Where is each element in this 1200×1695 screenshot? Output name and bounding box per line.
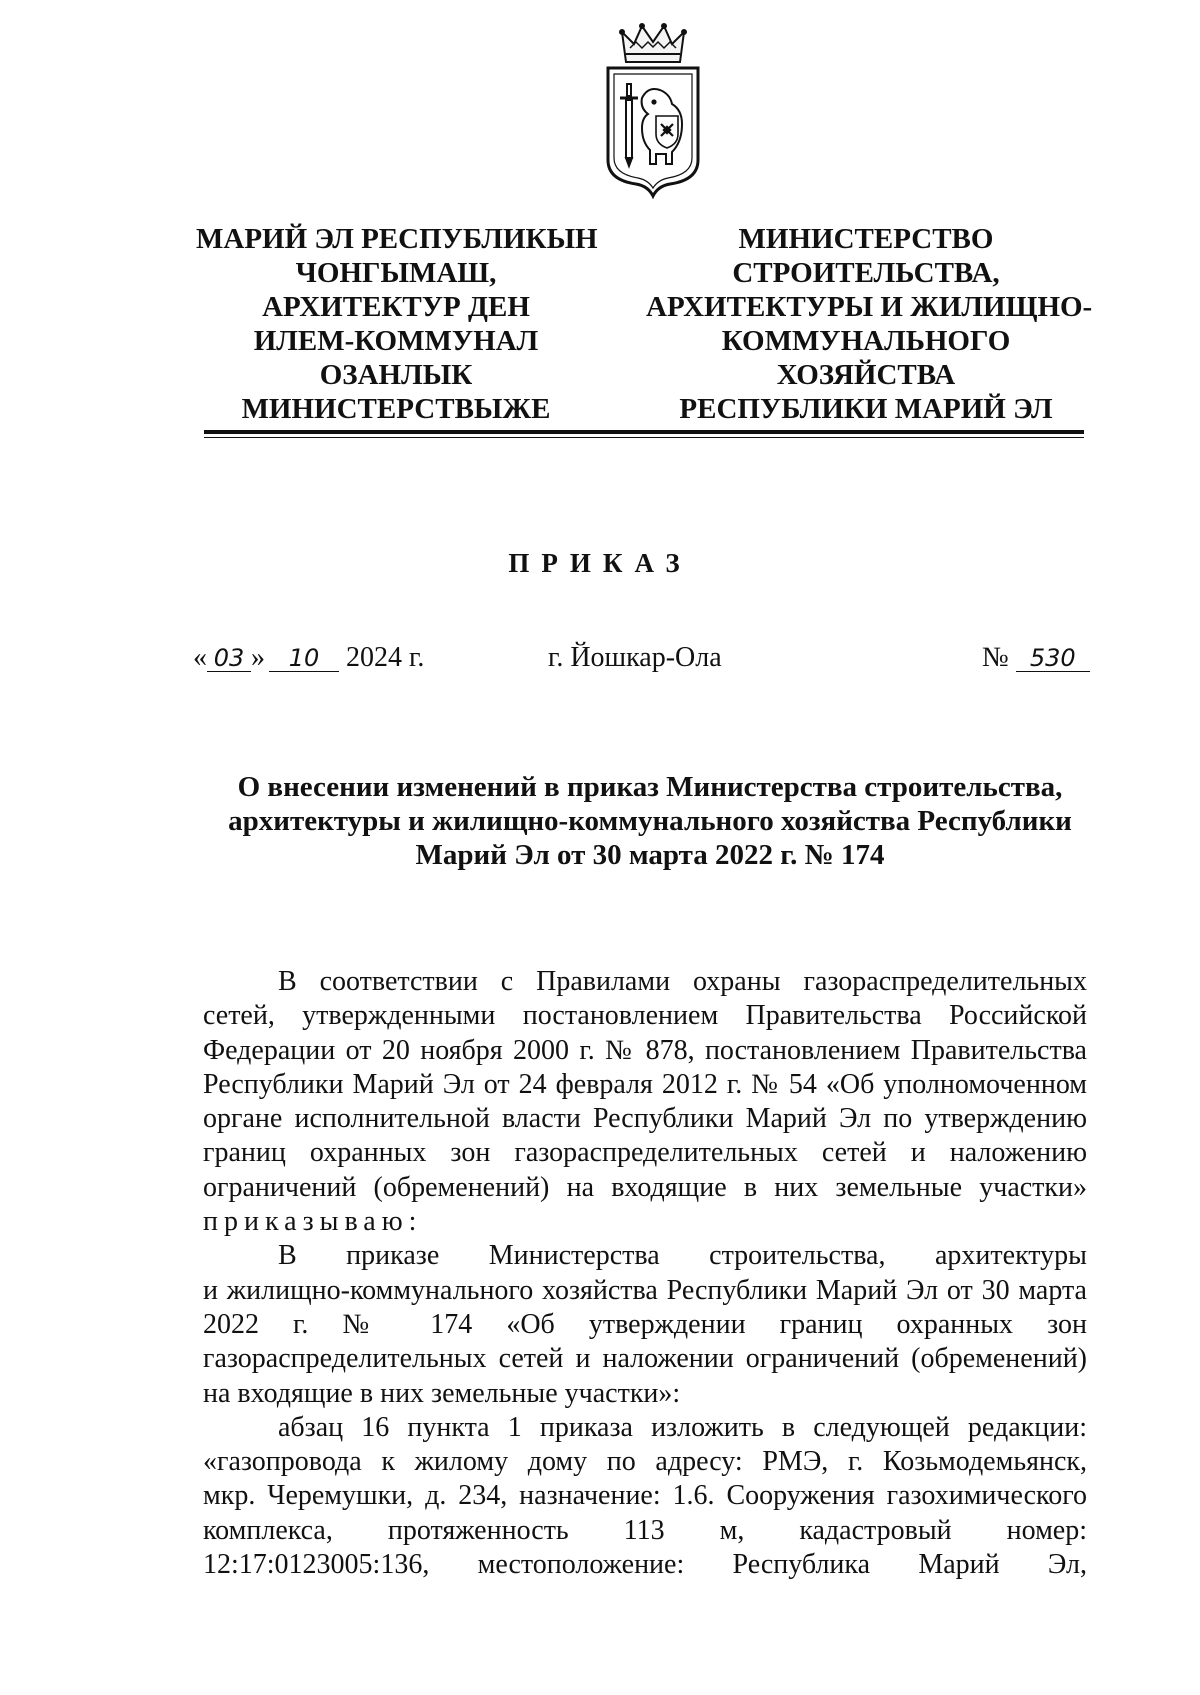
order-subject — [200, 770, 1100, 872]
body-line: комплекса, протяженность 113 м, кадастровый номер: — [203, 1514, 1087, 1546]
number-label: № — [982, 642, 1009, 673]
header-left-line: АРХИТЕКТУР ДЕН — [262, 291, 530, 323]
header-right-russian — [646, 222, 1093, 426]
order-directive-word: приказываю: — [203, 1206, 423, 1238]
header-left-mari — [196, 222, 596, 426]
body-line: на входящие в них земельные участки»: — [203, 1377, 681, 1409]
order-number — [982, 641, 1090, 675]
coat-of-arms-mari-el-icon — [598, 20, 708, 200]
date-year: 2024 г. — [346, 642, 425, 673]
body-line: Республики Марий Эл от 24 февраля 2012 г. № 54 «Об уполномоченном — [203, 1068, 1087, 1100]
body-line: органе исполнительной власти Республики Марий Эл по утверждению — [203, 1103, 1087, 1135]
body-line: абзац 16 пункта 1 приказа изложить в следующей редакции: — [278, 1411, 1087, 1443]
date-month-handwritten: 10 — [269, 645, 339, 672]
body-line: и жилищно-коммунального хозяйства Республики Марий Эл от 30 марта — [203, 1274, 1087, 1306]
header-right-line: ХОЗЯЙСТВА — [776, 359, 956, 391]
header-right-line: МИНИСТЕРСТВО — [738, 223, 994, 255]
document-type-title: ПРИКАЗ — [508, 548, 692, 578]
date-day-handwritten: 03 — [207, 645, 251, 672]
body-line: ограничений (обременений) на входящие в них земельные участки» — [203, 1171, 1087, 1203]
order-body — [203, 965, 1087, 1582]
header-divider-thick — [204, 430, 1084, 434]
body-line: газораспределительных сетей и наложении ограничений (обременений) — [203, 1343, 1087, 1375]
header-left-line: ОЗАНЛЫК — [319, 359, 473, 391]
date-close-quote: » — [251, 642, 265, 673]
header-divider-thin — [204, 437, 1084, 438]
body-line: Федерации от 20 ноября 2000 г. № 878, постановлением Правительства — [203, 1034, 1087, 1066]
order-city: г. Йошкар-Ола — [548, 642, 722, 673]
header-left-line: ИЛЕМ-КОММУНАЛ — [253, 325, 539, 357]
body-line: сетей, утвержденными постановлением Правительства Российской — [203, 1000, 1087, 1032]
subject-line: Марий Эл от 30 марта 2022 г. № 174 — [415, 839, 885, 871]
order-date — [193, 641, 424, 675]
header-left-line: МАРИЙ ЭЛ РЕСПУБЛИКЫН — [196, 223, 598, 255]
body-line: «газопровода к жилому дому по адресу: РМЭ, г. Козьмодемьянск, — [203, 1446, 1087, 1478]
body-line: 2022 г. № 174 «Об утверждении границ охранных зон — [203, 1308, 1087, 1340]
body-line: В соответствии с Правилами охраны газораспределительных — [278, 966, 1087, 997]
body-line: 12:17:0123005:136, местоположение: Республика Марий Эл, — [203, 1549, 1087, 1581]
body-line: мкр. Черемушки, д. 234, назначение: 1.6. Сооружения газохимического — [203, 1480, 1087, 1512]
header-right-line: КОММУНАЛЬНОГО — [721, 325, 1011, 357]
order-number-handwritten: 530 — [1016, 645, 1090, 672]
header-right-line: СТРОИТЕЛЬСТВА, — [732, 257, 1000, 289]
body-line: границ охранных зон газораспределительных сетей и наложению — [203, 1137, 1087, 1169]
header-right-line: АРХИТЕКТУРЫ И ЖИЛИЩНО- — [646, 291, 1093, 323]
date-open-quote: « — [193, 642, 207, 673]
header-left-line: ЧОНГЫМАШ, — [295, 257, 497, 289]
subject-line: архитектуры и жилищно-коммунального хозяйства Республики — [228, 805, 1072, 837]
subject-line: О внесении изменений в приказ Министерства строительства, — [237, 771, 1063, 803]
header-right-line: РЕСПУБЛИКИ МАРИЙ ЭЛ — [679, 393, 1053, 425]
body-line: В приказе Министерства строительства, архитектуры — [278, 1240, 1087, 1272]
header-left-line: МИНИСТЕРСТВЫЖЕ — [241, 393, 551, 425]
